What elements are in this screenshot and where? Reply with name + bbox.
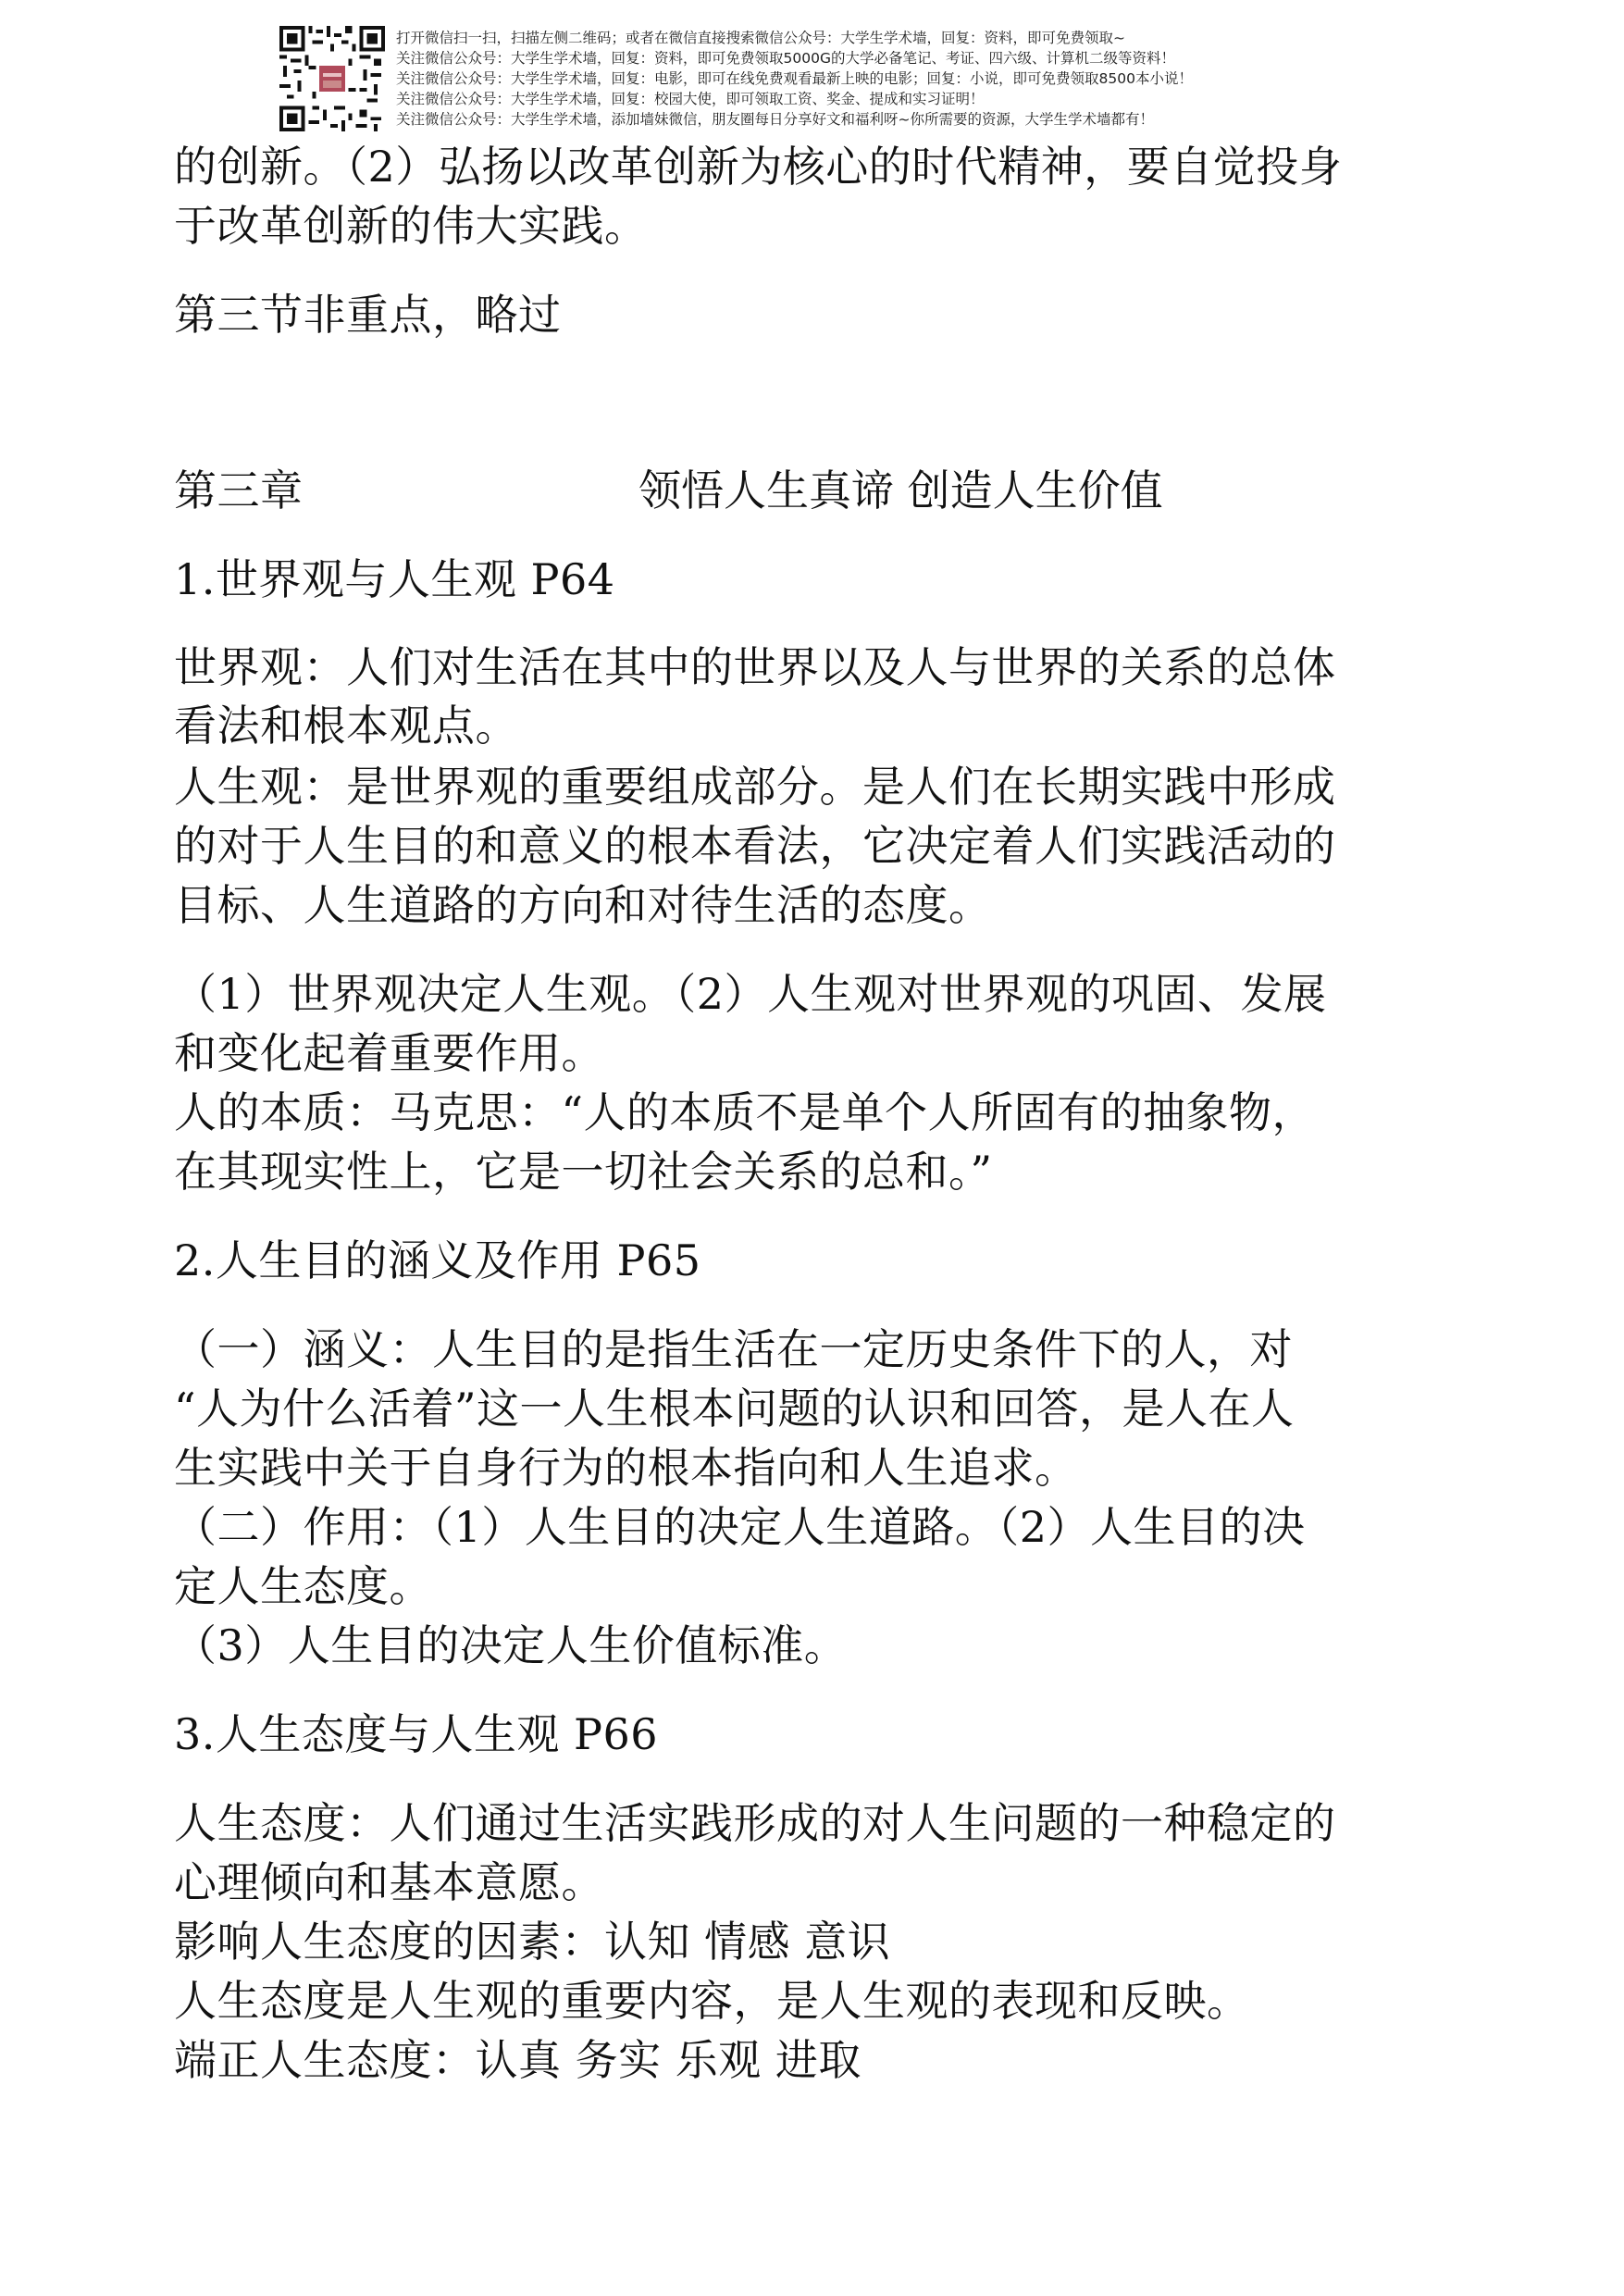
promo-line: 关注微信公众号：大学生学术墙，回复：资料，即可免费领取5000G的大学必备笔记、考证、四六级、计算机二级等资料！ [396, 50, 1175, 67]
promo-line: 关注微信公众号：大学生学术墙，回复：电影，即可在线免费观看最新上映的电影；回复：小说，即可免费领取8500本小说！ [396, 70, 1193, 87]
paragraph-line: 人生态度：人们通过生活实践形成的对人生问题的一种稳定的 [174, 1798, 1336, 1848]
paragraph-line: 影响人生态度的因素：认知 情感 意识 [174, 1917, 891, 1967]
promo-header [279, 26, 1297, 131]
paragraph-line: 人的本质：马克思：“人的本质不是单个人所固有的抽象物， [174, 1087, 1316, 1137]
paragraph-line: 生实践中关于自身行为的根本指向和人生追求。 [174, 1443, 1078, 1493]
paragraph-line: （1）世界观决定人生观。（2）人生观对世界观的巩固、发展 [174, 969, 1327, 1019]
paragraph-line: 心理倾向和基本意愿。 [174, 1857, 604, 1907]
paragraph-line: 目标、人生道路的方向和对待生活的态度。 [174, 880, 992, 930]
paragraph-line: 的对于人生目的和意义的根本看法，它决定着人们实践活动的 [174, 821, 1336, 871]
section-heading: 2.人生目的涵义及作用 P65 [174, 1235, 701, 1285]
paragraph-line: 在其现实性上，它是一切社会关系的总和。” [174, 1147, 993, 1197]
qr-code-icon[interactable] [279, 26, 385, 131]
paragraph-line: （3）人生目的决定人生价值标准。 [174, 1620, 848, 1670]
section-heading: 1.世界观与人生观 P64 [174, 554, 615, 604]
paragraph-line: 看法和根本观点。 [174, 701, 518, 751]
promo-line: 关注微信公众号：大学生学术墙，回复：校园大使，即可领取工资、奖金、提成和实习证明！ [396, 91, 985, 107]
section-note: 第三节非重点，略过 [174, 290, 562, 340]
chapter-number: 第三章 [174, 465, 304, 515]
paragraph-line: “人为什么活着”这一人生根本问题的认识和回答，是人在人 [174, 1384, 1295, 1433]
paragraph-line: （二）作用：（1）人生目的决定人生道路。（2）人生目的决 [174, 1502, 1306, 1552]
paragraph-line: 人生观：是世界观的重要组成部分。是人们在长期实践中形成 [174, 762, 1336, 812]
paragraph-line: 人生态度是人生观的重要内容，是人生观的表现和反映。 [174, 1976, 1250, 2026]
paragraph-line: 于改革创新的伟大实践。 [174, 201, 648, 251]
paragraph-line: 世界观：人们对生活在其中的世界以及人与世界的关系的总体 [174, 642, 1336, 692]
paragraph-line: 的创新。（2）弘扬以改革创新为核心的时代精神，要自觉投身 [174, 142, 1343, 192]
paragraph-line: （一）涵义：人生目的是指生活在一定历史条件下的人，对 [174, 1324, 1293, 1374]
promo-line: 关注微信公众号：大学生学术墙，添加墙妹微信，朋友圈每日分享好文和福利呀~你所需要的资源，大学生学术墙都有！ [396, 111, 1154, 128]
paragraph-line: 和变化起着重要作用。 [174, 1028, 604, 1078]
promo-line: 打开微信扫一扫，扫描左侧二维码；或者在微信直接搜索微信公众号：大学生学术墙，回复：资料，即可免费领取~ [396, 30, 1125, 46]
paragraph-line: 定人生态度。 [174, 1561, 432, 1611]
chapter-title: 领悟人生真谛 创造人生价值 [638, 465, 1163, 515]
promo-text-block [396, 28, 1193, 130]
paragraph-line: 端正人生态度：认真 务实 乐观 进取 [174, 2035, 862, 2085]
section-heading: 3.人生态度与人生观 P66 [174, 1709, 658, 1759]
